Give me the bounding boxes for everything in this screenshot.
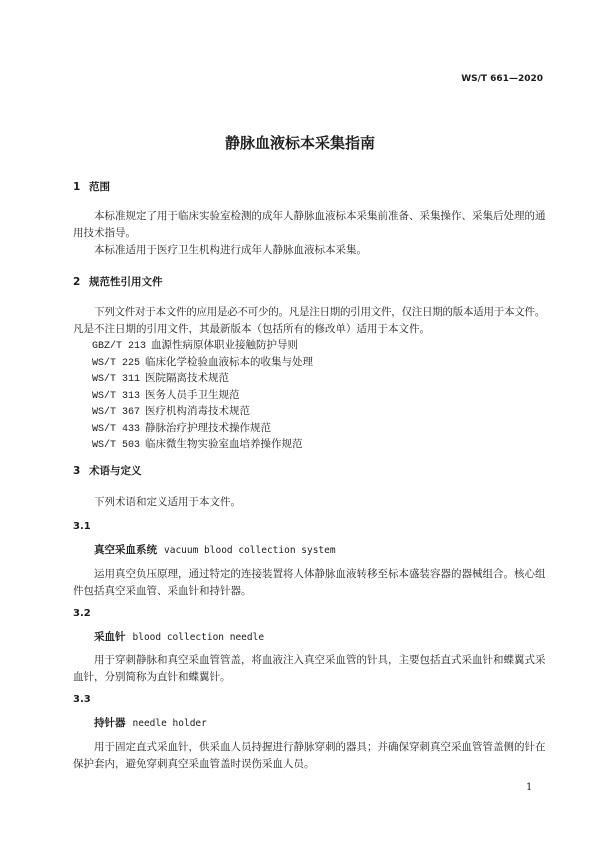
section-title: 术语与定义 [89,464,142,477]
reference-item [92,370,229,387]
term-zh: 真空采血系统 [94,543,157,556]
reference-code: WS/T 433 [92,423,141,435]
reference-code: WS/T 225 [92,357,141,369]
section-number: 3 [73,464,81,477]
section-title: 范围 [89,180,110,193]
section-2-heading [73,274,163,291]
reference-code: GBZ/T 213 [92,341,147,352]
reference-item [92,354,313,371]
term-en: needle holder [132,717,207,729]
clause-number: 3.2 [73,607,91,619]
section-3-heading [73,463,142,480]
definition-line: 用于穿刺静脉和真空采血管管盖，将血液注入真空采血管的针具，主要包括直式采血针和蝶翼式采 [94,653,546,666]
term-heading [94,715,207,732]
clause-number: 3.1 [73,520,91,532]
reference-title: 血源性病原体职业接触防护导则 [151,339,299,351]
definition-line: 运用真空负压原理，通过特定的连接装置将人体静脉血液转移至标本盛装容器的器械组合。核心组 [94,567,546,580]
reference-item [92,403,250,420]
term-en: blood collection needle [132,631,265,643]
reference-title: 医疗机构消毒技术规范 [145,405,251,417]
reference-item [92,420,271,437]
paragraph-line: 下列文件对于本文件的应用是必不可少的。凡是注日期的引用文件，仅注日期的版本适用于本文件。 [94,305,545,318]
reference-code: WS/T 313 [92,390,141,402]
term-en: vacuum blood collection system [164,544,336,556]
reference-title: 临床化学检验血液标本的收集与处理 [145,355,314,368]
reference-title: 医务人员手卫生规范 [145,388,240,401]
paragraph-line: 下列术语和定义适用于本文件。 [94,495,241,508]
definition-line: 件包括真空采血管、采血针和持针器。 [73,584,252,597]
reference-item [92,387,240,404]
paragraph-line: 用技术指导。 [73,226,136,239]
term-heading [94,542,336,559]
term-zh: 采血针 [94,630,126,643]
page-number: 1 [526,781,533,793]
reference-title: 临床微生物实验室血培养操作规范 [145,438,303,450]
document-title: 静脉血液标本采集指南 [224,134,375,152]
reference-code: WS/T 367 [92,407,141,418]
reference-item [92,436,303,453]
paragraph-line: 本标准规定了用于临床实验室检测的成年人静脉血液标本采集前准备、采集操作、采集后处理的通 [94,209,546,222]
reference-code: WS/T 311 [92,374,141,385]
section-number: 1 [73,180,81,193]
term-zh: 持针器 [94,716,126,729]
clause-number: 3.3 [73,693,91,705]
section-1-heading [73,179,110,196]
term-heading [94,629,264,646]
reference-item [92,337,298,354]
definition-line: 血针，分别简称为直针和蝶翼针。 [73,670,231,683]
paragraph-line: 本标准适用于医疗卫生机构进行成年人静脉血液标本采集。 [94,243,367,256]
definition-line: 用于固定直式采血针，供采血人员持握进行静脉穿刺的器具；并确保穿刺真空采血管管盖侧的针在 [94,740,546,753]
section-title: 规范性引用文件 [89,275,163,288]
reference-title: 医院隔离技术规范 [145,372,230,384]
section-number: 2 [73,275,81,288]
reference-code: WS/T 503 [92,440,141,451]
reference-title: 静脉治疗护理技术操作规范 [145,421,272,434]
document-code: WS/T 661—2020 [461,73,543,84]
definition-line: 保护套内，避免穿刺真空采血管盖时误伤采血人员。 [73,757,315,770]
paragraph-line: 凡是不注日期的引用文件，其最新版本（包括所有的修改单）适用于本文件。 [73,322,430,335]
